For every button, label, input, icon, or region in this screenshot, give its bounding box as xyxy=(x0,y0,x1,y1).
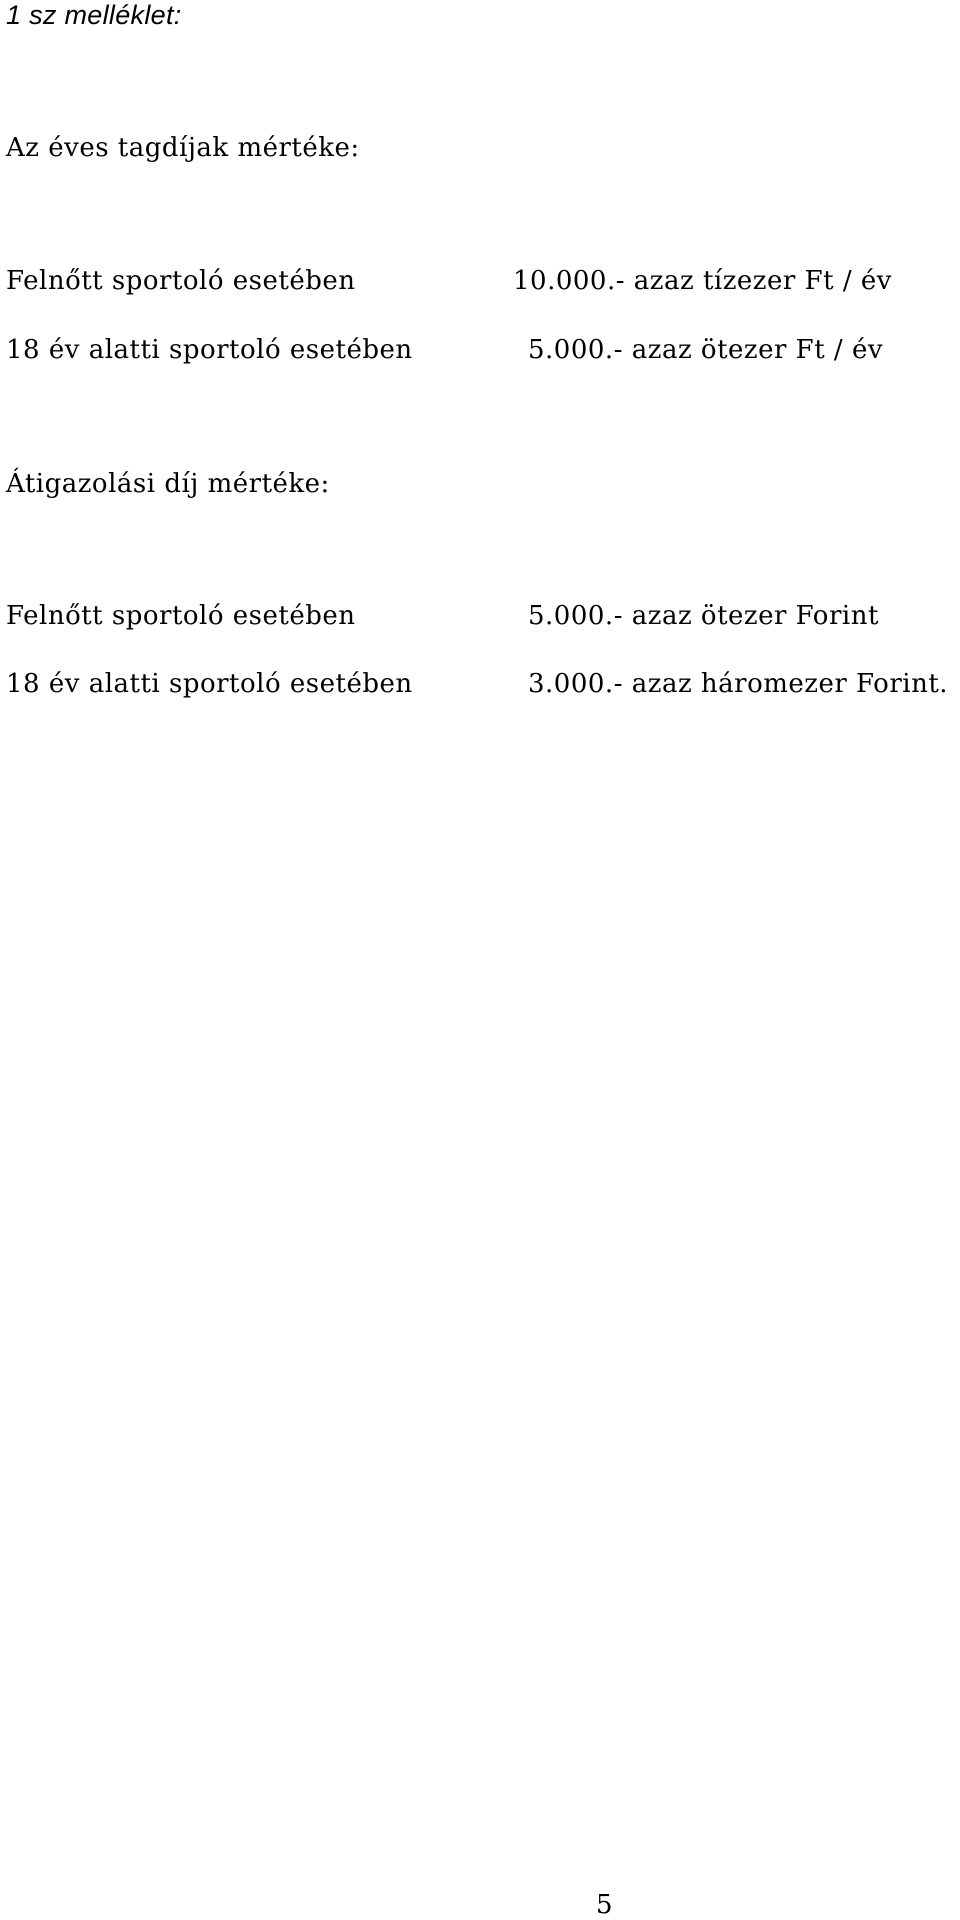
fee-label: Felnőtt sportoló esetében xyxy=(6,601,356,631)
annex-title: 1 sz melléklet: xyxy=(6,0,182,30)
page-number: 5 xyxy=(596,1890,613,1920)
fee-label: 18 év alatti sportoló esetében xyxy=(6,335,413,365)
transfer-fee-row-adult xyxy=(6,601,956,635)
fee-label: Felnőtt sportoló esetében xyxy=(6,266,356,296)
membership-fees-heading: Az éves tagdíjak mértéke: xyxy=(6,133,360,163)
fee-label: 18 év alatti sportoló esetében xyxy=(6,669,413,699)
fee-amount: 5.000.- azaz ötezer Ft / év xyxy=(528,335,884,365)
transfer-fees-heading: Átigazolási díj mértéke: xyxy=(6,469,330,499)
membership-fee-row-youth xyxy=(6,335,956,369)
membership-fee-row-adult xyxy=(6,266,956,300)
fee-amount: 5.000.- azaz ötezer Forint xyxy=(528,601,879,631)
fee-amount: 10.000.- azaz tízezer Ft / év xyxy=(513,266,892,296)
fee-amount: 3.000.- azaz háromezer Forint. xyxy=(528,669,949,699)
transfer-fee-row-youth xyxy=(6,669,956,703)
